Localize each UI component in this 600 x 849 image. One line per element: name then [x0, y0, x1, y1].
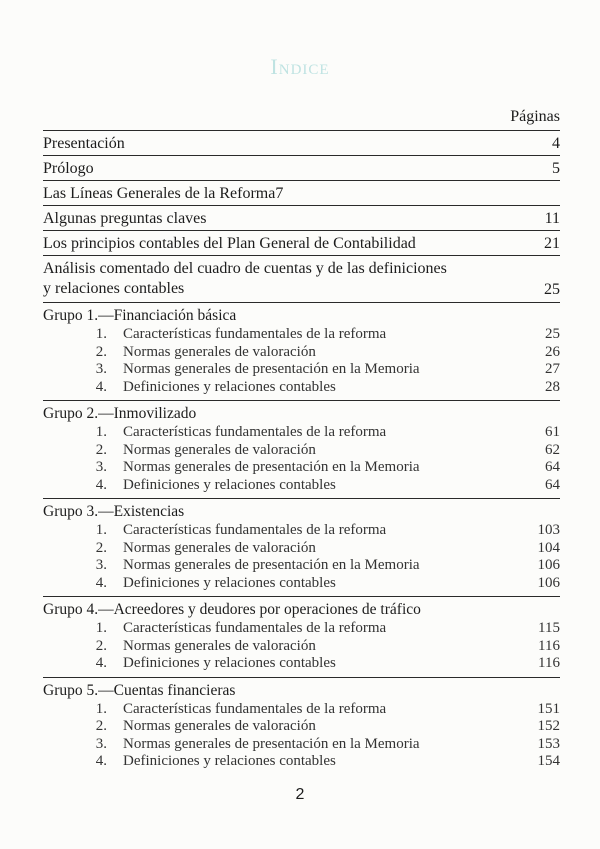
toc-entry-lineas-generales[interactable] [43, 181, 560, 205]
subentry-number: 3. [95, 557, 107, 573]
subentry-label: Normas generales de valoración [123, 718, 316, 734]
subentry-label: Normas generales de presentación en la Memoria [123, 735, 420, 752]
subentry-number: 1. [95, 700, 107, 717]
subentry-page: 106 [537, 574, 560, 591]
subentry-label: Normas generales de valoración [123, 343, 316, 360]
subentry-number: 4. [95, 574, 107, 591]
group-title[interactable]: Grupo 4.—Acreedores y deudores por operaciones de tráfico [43, 601, 421, 618]
subentry-number: 4. [95, 655, 107, 671]
page-title: Indice [270, 54, 330, 79]
entry-label-line-1: Análisis comentado del cuadro de cuentas y de las definiciones [43, 260, 447, 277]
subentry-number: 4. [95, 476, 107, 493]
page-number: 2 [295, 786, 305, 803]
subentry-number: 2. [95, 441, 107, 458]
toc-group-4 [43, 597, 560, 677]
toc-subentry[interactable] [43, 326, 560, 344]
toc-subentry[interactable] [43, 379, 560, 397]
subentry-label: Características fundamentales de la reforma [123, 620, 387, 636]
subentry-label: Características fundamentales de la reforma [123, 522, 387, 538]
toc-subentry[interactable] [43, 540, 560, 558]
toc-subentry[interactable] [43, 424, 560, 442]
toc-group-3 [43, 499, 560, 596]
subentry-label: Definiciones y relaciones contables [123, 574, 336, 591]
toc-entry-analisis-comentado[interactable] [43, 256, 560, 302]
toc-subentry[interactable] [43, 477, 560, 495]
subentry-label: Normas generales de valoración [123, 441, 316, 458]
group-title[interactable]: Grupo 1.—Financiación básica [43, 307, 237, 324]
pages-column-header: Páginas [510, 108, 560, 125]
subentry-number: 4. [95, 378, 107, 395]
toc-entry-principios-contables[interactable] [43, 231, 560, 255]
subentry-number: 3. [95, 735, 107, 752]
toc-entry-prologo[interactable] [43, 156, 560, 180]
subentry-label: Definiciones y relaciones contables [123, 655, 336, 671]
subentry-number: 2. [95, 539, 107, 556]
subentry-number: 2. [95, 718, 107, 734]
subentry-label: Definiciones y relaciones contables [123, 378, 336, 395]
toc-group-5 [43, 678, 560, 775]
subentry-page: 154 [537, 753, 560, 769]
entry-label: Las Líneas Generales de la Reforma7 [43, 185, 284, 202]
entry-label: Presentación [43, 135, 125, 152]
subentry-page: 152 [537, 718, 560, 734]
subentry-label: Normas generales de presentación en la Memoria [123, 459, 420, 475]
subentry-number: 1. [95, 620, 107, 636]
subentry-page: 115 [538, 620, 560, 636]
toc-subentry[interactable] [43, 638, 560, 656]
subentry-label: Características fundamentales de la reforma [123, 700, 387, 717]
entry-page: 11 [544, 210, 560, 227]
toc-subentry[interactable] [43, 736, 560, 754]
toc-subentry[interactable] [43, 620, 560, 638]
toc-subentry[interactable] [43, 557, 560, 575]
subentry-page: 104 [537, 539, 560, 556]
subentry-page: 25 [545, 326, 560, 342]
toc-subentry[interactable] [43, 718, 560, 736]
toc-subentry[interactable] [43, 753, 560, 771]
subentry-page: 27 [545, 361, 560, 377]
subentry-label: Características fundamentales de la reforma [123, 424, 387, 440]
subentry-number: 1. [95, 326, 107, 342]
subentry-page: 28 [545, 378, 560, 395]
toc-subentry[interactable] [43, 459, 560, 477]
subentry-label: Normas generales de presentación en la Memoria [123, 361, 420, 377]
subentry-label: Definiciones y relaciones contables [123, 753, 336, 769]
subentry-page: 61 [545, 424, 560, 440]
subentry-number: 1. [95, 522, 107, 538]
toc-subentry[interactable] [43, 442, 560, 460]
subentry-page: 116 [538, 637, 560, 654]
entry-label [43, 259, 520, 299]
subentry-label: Características fundamentales de la reforma [123, 326, 387, 342]
subentry-page: 103 [537, 522, 560, 538]
group-title[interactable]: Grupo 5.—Cuentas financieras [43, 681, 236, 699]
subentry-page: 106 [537, 557, 560, 573]
subentry-page: 153 [537, 735, 560, 752]
subentry-number: 3. [95, 459, 107, 475]
entry-page: 25 [544, 281, 560, 298]
subentry-label: Normas generales de valoración [123, 539, 316, 556]
toc-subentry[interactable] [43, 344, 560, 362]
toc-subentry[interactable] [43, 655, 560, 673]
toc-group-1 [43, 303, 560, 400]
subentry-label: Normas generales de valoración [123, 637, 316, 654]
table-of-contents [43, 130, 560, 775]
toc-subentry[interactable] [43, 522, 560, 540]
subentry-label: Definiciones y relaciones contables [123, 476, 336, 493]
entry-label: Prólogo [43, 160, 94, 177]
toc-subentry[interactable] [43, 575, 560, 593]
toc-subentry[interactable] [43, 701, 560, 719]
subentry-number: 3. [95, 361, 107, 377]
entry-label-line-2: y relaciones contables [43, 280, 185, 297]
toc-entry-preguntas-claves[interactable] [43, 206, 560, 230]
subentry-page: 64 [545, 459, 560, 475]
subentry-number: 4. [95, 753, 107, 769]
entry-label: Algunas preguntas claves [43, 210, 207, 227]
subentry-page: 62 [545, 441, 560, 458]
subentry-number: 2. [95, 637, 107, 654]
group-title[interactable]: Grupo 3.—Existencias [43, 503, 185, 520]
toc-subentry[interactable] [43, 361, 560, 379]
toc-group-2 [43, 401, 560, 498]
subentry-page: 116 [538, 655, 560, 671]
group-title[interactable]: Grupo 2.—Inmovilizado [43, 405, 197, 422]
subentry-number: 2. [95, 343, 107, 360]
entry-page: 21 [544, 235, 560, 252]
toc-entry-presentacion[interactable] [43, 131, 560, 155]
subentry-page: 64 [545, 476, 560, 493]
subentry-page: 151 [537, 700, 560, 717]
subentry-label: Normas generales de presentación en la Memoria [123, 557, 420, 573]
subentry-page: 26 [545, 343, 560, 360]
entry-page: 5 [552, 160, 560, 177]
subentry-number: 1. [95, 424, 107, 440]
entry-label: Los principios contables del Plan General de Contabilidad [43, 235, 416, 252]
entry-page: 4 [552, 135, 560, 152]
